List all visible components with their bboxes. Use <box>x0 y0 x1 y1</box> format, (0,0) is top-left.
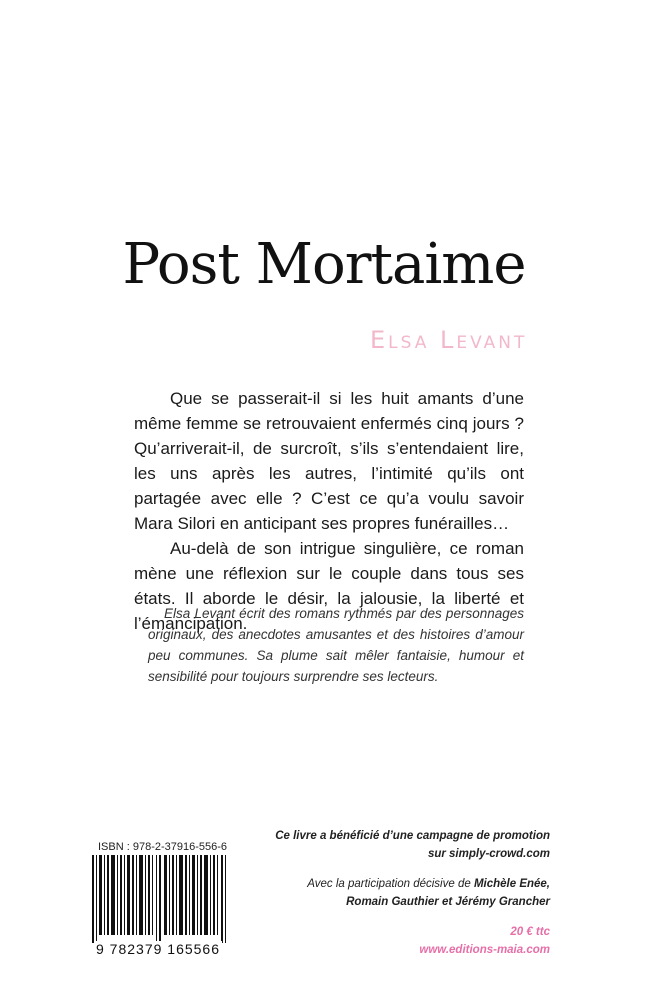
campaign-line-1: Ce livre a bénéficié d’une campagne de promotion <box>275 830 550 842</box>
publisher-website: www.editions-maia.com <box>419 944 550 956</box>
participation-line-1 <box>230 875 550 893</box>
participation-line-2: Romain Gauthier et Jérémy Grancher <box>346 896 550 908</box>
credits-block <box>230 827 550 959</box>
participation-note <box>230 875 550 911</box>
barcode-digits: 9 782379 165566 <box>96 941 220 957</box>
author-bio: Elsa Levant écrit des romans rythmés par des personnages originaux, des anecdotes amusantes et des histoires d’amour peu communes. Sa plume sait mêler fantaisie, humour et sensibilité pour toujours surprendre ses lecteurs. <box>148 606 524 684</box>
blurb-paragraph-2: Au-delà de son intrigue singulière, ce roman mène une réflexion sur le couple dans tous ses états. Il aborde le désir, la jalousie, la liberté et l’émancipation. <box>134 539 524 633</box>
author-name: Elsa Levant <box>370 326 528 354</box>
participation-prefix: Avec la participation décisive de <box>307 878 474 890</box>
price-block <box>230 923 550 959</box>
price: 20 € ttc <box>510 926 550 938</box>
campaign-line-2: sur simply-crowd.com <box>427 848 550 860</box>
participant-1: Michèle Enée, <box>473 878 550 890</box>
campaign-note <box>230 827 550 863</box>
blurb-paragraph-1: Que se passerait-il si les huit amants d’une même femme se retrouvaient enfermés cinq jours ? Qu’arriverait-il, de surcroît, s’ils s’entendaient lire, les uns après les autres, l’intimité qu’ils ont partagée avec elle ? C’est ce qu’a voulu savoir Mara Silori en anticipant ses propres funérailles… <box>134 389 524 533</box>
book-blurb <box>134 386 524 636</box>
book-title: Post Mortaime <box>122 232 526 297</box>
isbn-label: ISBN : 978-2-37916-556-6 <box>98 841 228 853</box>
barcode-bars <box>92 855 232 943</box>
